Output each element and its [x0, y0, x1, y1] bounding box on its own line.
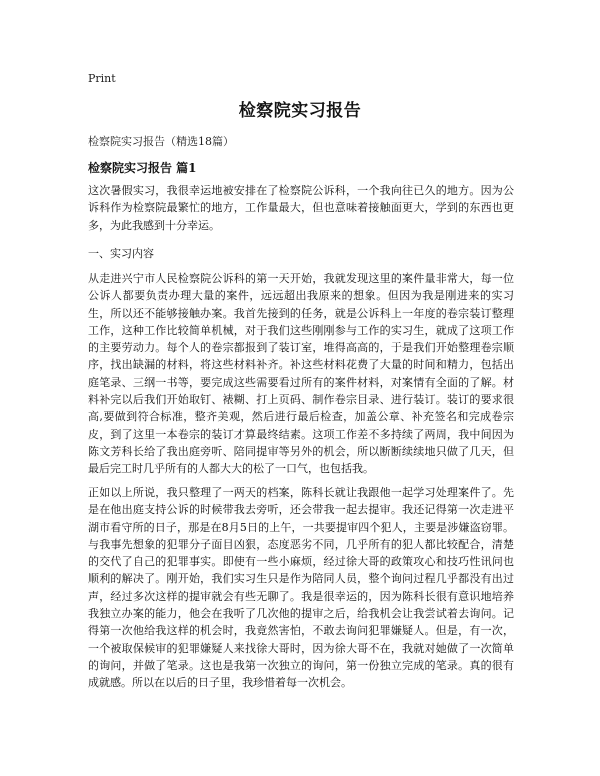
- section-title: 检察院实习报告 篇1: [88, 161, 197, 175]
- document-subtitle: 检察院实习报告（精选18篇）: [88, 135, 234, 148]
- document-title: 检察院实习报告: [238, 101, 362, 121]
- body-paragraph-2: 正如以上所说，我只整理了一两天的档案，陈科长就让我跟他一起学习处理案件了。先是在他出庭支持公诉的时候带我去旁听，还会带我一起去提审。我还记得第一次走进平湖市看守所的日子，那是在8月5日的上午，一共要提审四个犯人，主要是涉嫌盗窃罪。与我事先想象的犯罪分子面目凶狠，态度恶劣不同，几乎所有的犯人都比较配合，清楚的交代了自己的犯罪事实。即使有一些小麻烦，经过徐大哥的政策攻心和技巧性讯问也顺利的解决了。刚开始，我们实习生只是作为陪同人员，整个询问过程几乎都没有出过声，经过多次这样的提审就会有些无聊了。我是很幸运的，因为陈科长很有意识地培养我独立办案的能力，他会在我听了几次他的提审之后，给我机会让我尝试着去询问。记得第一次他给我这样的机会时，我竟然害怕，不敢去询问犯罪嫌疑人。但是，有一次，一个被取保候审的犯罪嫌疑人来找徐大哥时，因为徐大哥不在，我就对她做了一次简单的询问，并做了笔录。这也是我第一次独立的询问，第一份独立完成的笔录。真的很有成就感。所以在以后的日子里，我珍惜着每一次机会。: [88, 486, 514, 690]
- body-paragraph-1: 从走进兴宁市人民检察院公诉科的第一天开始，我就发现这里的案件量非常大，每一位公诉人都要负责办理大量的案件，远远超出我原来的想象。但因为我是刚进来的实习生，所以还不能够接触办案。我首先接到的任务，就是公诉科上一年度的卷宗装订整理工作，这种工作比较简单机械，对于我们这些刚刚参与工作的实习生，就成了这项工作的主要劳动力。每个人的卷宗都报到了装订室，堆得高高的，于是我们开始整理卷宗顺序，找出缺漏的材料，将这些材料补齐。补这些材料花费了大量的时间和精力，包括出庭笔录、三纲一书等，要完成这些需要看过所有的案件材料，对案情有全面的了解。材料补完以后我们开始取钉、裱糊、打上页码、制作卷宗目录、进行装订。装订的要求很高,要做到符合标准，整齐美观，然后进行最后检查，加盖公章、补充签名和完成卷宗皮，到了这里一本卷宗的装订才算最终结素。这项工作差不多持续了两周，我中间因为陈文芳科长给了我出庭旁听、陪同提审等另外的机会，所以断断续续地只做了几天，但最后完工时几乎所有的人都大大的松了一口气，也包括我。: [88, 272, 514, 476]
- intro-paragraph: 这次暑假实习，我很幸运地被安排在了检察院公诉科，一个我向往已久的地方。因为公诉科作为检察院最繁忙的地方，工作量最大，但也意味着接触面更大，学到的东西也更多，为此我感到十分幸运。: [88, 184, 514, 232]
- section-heading: 一、实习内容: [88, 247, 154, 260]
- print-label: Print: [88, 72, 116, 85]
